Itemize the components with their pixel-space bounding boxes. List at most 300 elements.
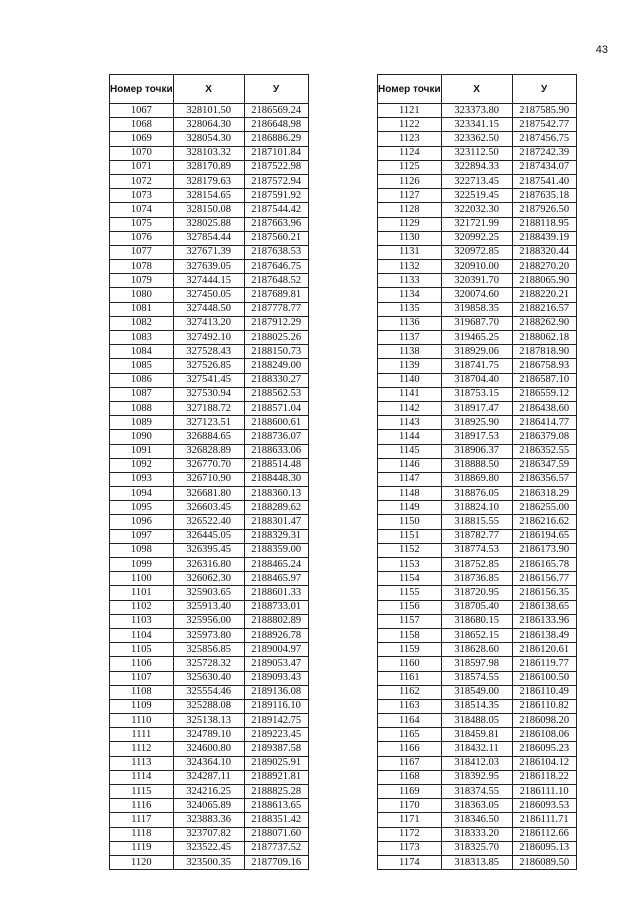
table-row <box>110 217 309 231</box>
y-coordinate-cell: 2187585.90 <box>512 104 576 118</box>
x-coordinate-cell: 318906.37 <box>441 444 512 458</box>
y-coordinate-cell: 2188613.65 <box>244 799 308 813</box>
y-coordinate-cell: 2186173.90 <box>512 543 576 557</box>
y-coordinate-cell: 2188802.89 <box>244 614 308 628</box>
table-row <box>110 756 309 770</box>
y-coordinate-cell: 2187522.98 <box>244 160 308 174</box>
table-row <box>378 813 577 827</box>
point-number-cell: 1129 <box>378 217 442 231</box>
y-coordinate-cell: 2187542.77 <box>512 118 576 132</box>
x-coordinate-cell: 327123.51 <box>173 416 244 430</box>
x-coordinate-cell: 320992.25 <box>441 231 512 245</box>
point-number-cell: 1101 <box>110 586 174 600</box>
point-number-cell: 1133 <box>378 274 442 288</box>
y-coordinate-cell: 2188825.28 <box>244 785 308 799</box>
x-coordinate-cell: 328103.32 <box>173 146 244 160</box>
x-coordinate-cell: 318628.60 <box>441 643 512 657</box>
x-coordinate-cell: 326316.80 <box>173 558 244 572</box>
y-coordinate-cell: 2186138.49 <box>512 628 576 642</box>
point-number-cell: 1084 <box>110 345 174 359</box>
y-coordinate-cell: 2188514.48 <box>244 458 308 472</box>
point-number-cell: 1155 <box>378 586 442 600</box>
point-number-cell: 1125 <box>378 160 442 174</box>
table-row <box>378 628 577 642</box>
table-row <box>110 515 309 529</box>
x-coordinate-cell: 318774.53 <box>441 543 512 557</box>
x-coordinate-cell: 327526.85 <box>173 359 244 373</box>
point-number-cell: 1134 <box>378 288 442 302</box>
point-number-cell: 1156 <box>378 600 442 614</box>
point-number-cell: 1098 <box>110 543 174 557</box>
point-number-cell: 1116 <box>110 799 174 813</box>
table-row <box>110 529 309 543</box>
point-number-cell: 1121 <box>378 104 442 118</box>
x-coordinate-cell: 325973.80 <box>173 628 244 642</box>
point-number-cell: 1077 <box>110 245 174 259</box>
table-row <box>378 529 577 543</box>
y-coordinate-cell: 2189093.43 <box>244 671 308 685</box>
y-coordinate-cell: 2189004.97 <box>244 643 308 657</box>
point-number-cell: 1089 <box>110 416 174 430</box>
y-coordinate-cell: 2188270.20 <box>512 260 576 274</box>
point-number-cell: 1092 <box>110 458 174 472</box>
point-number-cell: 1174 <box>378 855 442 869</box>
table-body-left <box>110 104 309 870</box>
table-row <box>378 742 577 756</box>
table-row <box>378 501 577 515</box>
x-coordinate-cell: 319465.25 <box>441 331 512 345</box>
x-coordinate-cell: 318412.03 <box>441 756 512 770</box>
y-coordinate-cell: 2189116.10 <box>244 699 308 713</box>
y-coordinate-cell: 2188289.62 <box>244 501 308 515</box>
table-row <box>378 756 577 770</box>
point-number-header: Номер точки <box>378 75 442 104</box>
table-row <box>110 742 309 756</box>
table-row <box>110 331 309 345</box>
table-row <box>110 813 309 827</box>
y-coordinate-cell: 2187541.40 <box>512 174 576 188</box>
point-number-cell: 1093 <box>110 472 174 486</box>
point-number-cell: 1083 <box>110 331 174 345</box>
x-coordinate-cell: 322894.33 <box>441 160 512 174</box>
table-row <box>110 444 309 458</box>
y-coordinate-cell: 2188262.90 <box>512 316 576 330</box>
point-number-cell: 1158 <box>378 628 442 642</box>
point-number-cell: 1091 <box>110 444 174 458</box>
x-coordinate-cell: 318432.11 <box>441 742 512 756</box>
y-coordinate-cell: 2186120.61 <box>512 643 576 657</box>
x-coordinate-cell: 327530.94 <box>173 387 244 401</box>
y-coordinate-cell: 2188320.44 <box>512 245 576 259</box>
x-header: X <box>441 75 512 104</box>
point-number-cell: 1163 <box>378 699 442 713</box>
table-row <box>378 331 577 345</box>
y-coordinate-cell: 2186118.22 <box>512 770 576 784</box>
x-coordinate-cell: 326884.65 <box>173 430 244 444</box>
y-coordinate-cell: 2186165.78 <box>512 558 576 572</box>
y-coordinate-cell: 2188025.26 <box>244 331 308 345</box>
table-row <box>110 260 309 274</box>
table-row <box>110 231 309 245</box>
table-row <box>378 785 577 799</box>
table-row <box>110 160 309 174</box>
table-row <box>110 359 309 373</box>
x-coordinate-cell: 325903.65 <box>173 586 244 600</box>
table-row <box>110 643 309 657</box>
x-coordinate-cell: 327854.44 <box>173 231 244 245</box>
point-number-cell: 1105 <box>110 643 174 657</box>
point-number-cell: 1120 <box>110 855 174 869</box>
point-number-cell: 1148 <box>378 487 442 501</box>
y-coordinate-cell: 2188736.07 <box>244 430 308 444</box>
point-number-cell: 1147 <box>378 472 442 486</box>
y-coordinate-cell: 2186095.13 <box>512 841 576 855</box>
x-coordinate-cell: 323373.80 <box>441 104 512 118</box>
point-number-cell: 1115 <box>110 785 174 799</box>
y-coordinate-cell: 2189025.91 <box>244 756 308 770</box>
point-number-cell: 1168 <box>378 770 442 784</box>
table-row <box>378 316 577 330</box>
x-coordinate-cell: 326710.90 <box>173 472 244 486</box>
y-coordinate-cell: 2186156.77 <box>512 572 576 586</box>
point-number-cell: 1167 <box>378 756 442 770</box>
point-number-cell: 1164 <box>378 714 442 728</box>
x-coordinate-cell: 324789.10 <box>173 728 244 742</box>
x-coordinate-cell: 328154.65 <box>173 189 244 203</box>
table-row <box>378 160 577 174</box>
x-coordinate-cell: 318876.05 <box>441 487 512 501</box>
x-coordinate-cell: 318815.55 <box>441 515 512 529</box>
table-row <box>110 600 309 614</box>
table-row <box>378 231 577 245</box>
y-coordinate-cell: 2186112.66 <box>512 827 576 841</box>
table-row <box>378 373 577 387</box>
table-row <box>378 855 577 869</box>
y-coordinate-cell: 2187560.21 <box>244 231 308 245</box>
y-coordinate-cell: 2188351.42 <box>244 813 308 827</box>
y-coordinate-cell: 2187101.84 <box>244 146 308 160</box>
y-coordinate-cell: 2188571.04 <box>244 401 308 415</box>
x-coordinate-cell: 325554.46 <box>173 685 244 699</box>
x-coordinate-cell: 318753.15 <box>441 387 512 401</box>
point-number-cell: 1088 <box>110 401 174 415</box>
y-coordinate-cell: 2188360.13 <box>244 487 308 501</box>
point-number-header: Номер точки <box>110 75 174 104</box>
coordinates-table-left <box>109 74 309 870</box>
table-row <box>378 841 577 855</box>
y-coordinate-cell: 2188633.06 <box>244 444 308 458</box>
y-coordinate-cell: 2186587.10 <box>512 373 576 387</box>
x-coordinate-cell: 328170.89 <box>173 160 244 174</box>
table-row <box>110 387 309 401</box>
point-number-cell: 1143 <box>378 416 442 430</box>
point-number-cell: 1071 <box>110 160 174 174</box>
x-coordinate-cell: 328179.63 <box>173 174 244 188</box>
y-coordinate-cell: 2188439.19 <box>512 231 576 245</box>
x-coordinate-cell: 324216.25 <box>173 785 244 799</box>
x-coordinate-cell: 324364.10 <box>173 756 244 770</box>
y-coordinate-cell: 2188562.53 <box>244 387 308 401</box>
point-number-cell: 1140 <box>378 373 442 387</box>
y-coordinate-cell: 2189223.45 <box>244 728 308 742</box>
x-coordinate-cell: 319687.70 <box>441 316 512 330</box>
table-row <box>110 288 309 302</box>
table-body-right <box>378 104 577 870</box>
table-row <box>378 345 577 359</box>
point-number-cell: 1072 <box>110 174 174 188</box>
table-row <box>110 827 309 841</box>
point-number-cell: 1136 <box>378 316 442 330</box>
y-coordinate-cell: 2187778.77 <box>244 302 308 316</box>
x-coordinate-cell: 318459.81 <box>441 728 512 742</box>
x-coordinate-cell: 318313.85 <box>441 855 512 869</box>
y-coordinate-cell: 2188601.33 <box>244 586 308 600</box>
table-row <box>110 543 309 557</box>
point-number-cell: 1169 <box>378 785 442 799</box>
point-number-cell: 1090 <box>110 430 174 444</box>
point-number-cell: 1139 <box>378 359 442 373</box>
x-coordinate-cell: 327188.72 <box>173 401 244 415</box>
table-row <box>378 302 577 316</box>
table-row <box>378 827 577 841</box>
table-row <box>378 203 577 217</box>
y-coordinate-cell: 2188065.90 <box>512 274 576 288</box>
x-coordinate-cell: 326395.45 <box>173 543 244 557</box>
point-number-cell: 1069 <box>110 132 174 146</box>
y-coordinate-cell: 2188249.00 <box>244 359 308 373</box>
table-row <box>110 274 309 288</box>
y-coordinate-cell: 2188062.18 <box>512 331 576 345</box>
table-row <box>378 359 577 373</box>
point-number-cell: 1173 <box>378 841 442 855</box>
table-row <box>110 685 309 699</box>
point-number-cell: 1102 <box>110 600 174 614</box>
table-row <box>110 316 309 330</box>
x-coordinate-cell: 318549.00 <box>441 685 512 699</box>
table-row <box>378 146 577 160</box>
x-coordinate-cell: 318869.80 <box>441 472 512 486</box>
point-number-cell: 1128 <box>378 203 442 217</box>
x-coordinate-cell: 327671.39 <box>173 245 244 259</box>
x-coordinate-cell: 326522.40 <box>173 515 244 529</box>
point-number-cell: 1100 <box>110 572 174 586</box>
x-coordinate-cell: 327450.05 <box>173 288 244 302</box>
table-row <box>110 189 309 203</box>
table-row <box>110 430 309 444</box>
table-row <box>378 770 577 784</box>
point-number-cell: 1131 <box>378 245 442 259</box>
y-coordinate-cell: 2186104.12 <box>512 756 576 770</box>
x-coordinate-cell: 325288.08 <box>173 699 244 713</box>
table-row <box>378 104 577 118</box>
x-coordinate-cell: 318917.47 <box>441 401 512 415</box>
point-number-cell: 1068 <box>110 118 174 132</box>
y-coordinate-cell: 2186758.93 <box>512 359 576 373</box>
point-number-cell: 1122 <box>378 118 442 132</box>
y-coordinate-cell: 2186318.29 <box>512 487 576 501</box>
x-coordinate-cell: 318705.40 <box>441 600 512 614</box>
x-coordinate-cell: 323112.50 <box>441 146 512 160</box>
x-coordinate-cell: 318782.77 <box>441 529 512 543</box>
point-number-cell: 1151 <box>378 529 442 543</box>
table-row <box>378 132 577 146</box>
table-row <box>110 458 309 472</box>
table-row <box>378 515 577 529</box>
y-coordinate-cell: 2187818.90 <box>512 345 576 359</box>
point-number-cell: 1076 <box>110 231 174 245</box>
x-coordinate-cell: 318597.98 <box>441 657 512 671</box>
table-row <box>378 643 577 657</box>
x-header: X <box>173 75 244 104</box>
table-row <box>378 699 577 713</box>
table-row <box>110 345 309 359</box>
table-row <box>110 657 309 671</box>
y-coordinate-cell: 2188465.24 <box>244 558 308 572</box>
point-number-cell: 1145 <box>378 444 442 458</box>
point-number-cell: 1094 <box>110 487 174 501</box>
table-row <box>378 430 577 444</box>
table-row <box>110 416 309 430</box>
point-number-cell: 1159 <box>378 643 442 657</box>
coordinates-table-right <box>377 74 577 870</box>
x-coordinate-cell: 318736.85 <box>441 572 512 586</box>
x-coordinate-cell: 318346.50 <box>441 813 512 827</box>
x-coordinate-cell: 320910.00 <box>441 260 512 274</box>
x-coordinate-cell: 328025.88 <box>173 217 244 231</box>
y-coordinate-cell: 2188150.73 <box>244 345 308 359</box>
y-coordinate-cell: 2187646.75 <box>244 260 308 274</box>
point-number-cell: 1073 <box>110 189 174 203</box>
x-coordinate-cell: 325138.13 <box>173 714 244 728</box>
point-number-cell: 1085 <box>110 359 174 373</box>
point-number-cell: 1157 <box>378 614 442 628</box>
x-coordinate-cell: 318741.75 <box>441 359 512 373</box>
point-number-cell: 1070 <box>110 146 174 160</box>
x-coordinate-cell: 327444.15 <box>173 274 244 288</box>
x-coordinate-cell: 325630.40 <box>173 671 244 685</box>
point-number-cell: 1113 <box>110 756 174 770</box>
table-row <box>110 373 309 387</box>
point-number-cell: 1153 <box>378 558 442 572</box>
point-number-cell: 1118 <box>110 827 174 841</box>
table-row <box>378 288 577 302</box>
x-coordinate-cell: 323707.82 <box>173 827 244 841</box>
y-coordinate-cell: 2186093.53 <box>512 799 576 813</box>
x-coordinate-cell: 319858.35 <box>441 302 512 316</box>
table-header-row <box>378 75 577 104</box>
y-coordinate-cell: 2188220.21 <box>512 288 576 302</box>
point-number-cell: 1087 <box>110 387 174 401</box>
x-coordinate-cell: 326770.70 <box>173 458 244 472</box>
point-number-cell: 1135 <box>378 302 442 316</box>
table-row <box>378 245 577 259</box>
x-coordinate-cell: 323522.45 <box>173 841 244 855</box>
point-number-cell: 1074 <box>110 203 174 217</box>
table-row <box>378 728 577 742</box>
x-coordinate-cell: 328064.30 <box>173 118 244 132</box>
point-number-cell: 1096 <box>110 515 174 529</box>
x-coordinate-cell: 318514.35 <box>441 699 512 713</box>
y-coordinate-cell: 2187638.53 <box>244 245 308 259</box>
y-coordinate-cell: 2187242.39 <box>512 146 576 160</box>
table-row <box>110 118 309 132</box>
point-number-cell: 1170 <box>378 799 442 813</box>
y-coordinate-cell: 2186347.59 <box>512 458 576 472</box>
table-row <box>378 572 577 586</box>
y-coordinate-cell: 2188301.47 <box>244 515 308 529</box>
point-number-cell: 1117 <box>110 813 174 827</box>
table-row <box>110 501 309 515</box>
table-row <box>110 146 309 160</box>
y-coordinate-cell: 2186438.60 <box>512 401 576 415</box>
table-row <box>110 671 309 685</box>
point-number-cell: 1150 <box>378 515 442 529</box>
x-coordinate-cell: 318333.20 <box>441 827 512 841</box>
y-coordinate-cell: 2188448.30 <box>244 472 308 486</box>
y-coordinate-cell: 2187456.75 <box>512 132 576 146</box>
point-number-cell: 1112 <box>110 742 174 756</box>
y-coordinate-cell: 2188216.57 <box>512 302 576 316</box>
x-coordinate-cell: 318574.55 <box>441 671 512 685</box>
point-number-cell: 1137 <box>378 331 442 345</box>
x-coordinate-cell: 318925.90 <box>441 416 512 430</box>
point-number-cell: 1108 <box>110 685 174 699</box>
point-number-cell: 1141 <box>378 387 442 401</box>
x-coordinate-cell: 327413.20 <box>173 316 244 330</box>
y-coordinate-cell: 2187544.42 <box>244 203 308 217</box>
point-number-cell: 1099 <box>110 558 174 572</box>
point-number-cell: 1095 <box>110 501 174 515</box>
point-number-cell: 1171 <box>378 813 442 827</box>
x-coordinate-cell: 328054.30 <box>173 132 244 146</box>
table-row <box>378 118 577 132</box>
point-number-cell: 1067 <box>110 104 174 118</box>
x-coordinate-cell: 318325.70 <box>441 841 512 855</box>
table-row <box>378 444 577 458</box>
x-coordinate-cell: 318680.15 <box>441 614 512 628</box>
x-coordinate-cell: 327639.05 <box>173 260 244 274</box>
table-row <box>110 174 309 188</box>
table-row <box>378 401 577 415</box>
y-coordinate-cell: 2187635.18 <box>512 189 576 203</box>
table-row <box>378 274 577 288</box>
table-row <box>110 855 309 869</box>
table-row <box>378 614 577 628</box>
y-coordinate-cell: 2186156.35 <box>512 586 576 600</box>
point-number-cell: 1123 <box>378 132 442 146</box>
table-row <box>110 472 309 486</box>
point-number-cell: 1086 <box>110 373 174 387</box>
x-coordinate-cell: 318752.85 <box>441 558 512 572</box>
x-coordinate-cell: 318917.53 <box>441 430 512 444</box>
x-coordinate-cell: 320391.70 <box>441 274 512 288</box>
y-coordinate-cell: 2186138.65 <box>512 600 576 614</box>
y-header: У <box>512 75 576 104</box>
y-coordinate-cell: 2186886.29 <box>244 132 308 146</box>
table-row <box>378 586 577 600</box>
point-number-cell: 1162 <box>378 685 442 699</box>
x-coordinate-cell: 318824.10 <box>441 501 512 515</box>
table-row <box>378 416 577 430</box>
point-number-cell: 1110 <box>110 714 174 728</box>
table-row <box>378 543 577 557</box>
x-coordinate-cell: 328101.50 <box>173 104 244 118</box>
table-row <box>110 841 309 855</box>
y-coordinate-cell: 2187709.16 <box>244 855 308 869</box>
point-number-cell: 1078 <box>110 260 174 274</box>
y-coordinate-cell: 2187591.92 <box>244 189 308 203</box>
table-row <box>110 799 309 813</box>
